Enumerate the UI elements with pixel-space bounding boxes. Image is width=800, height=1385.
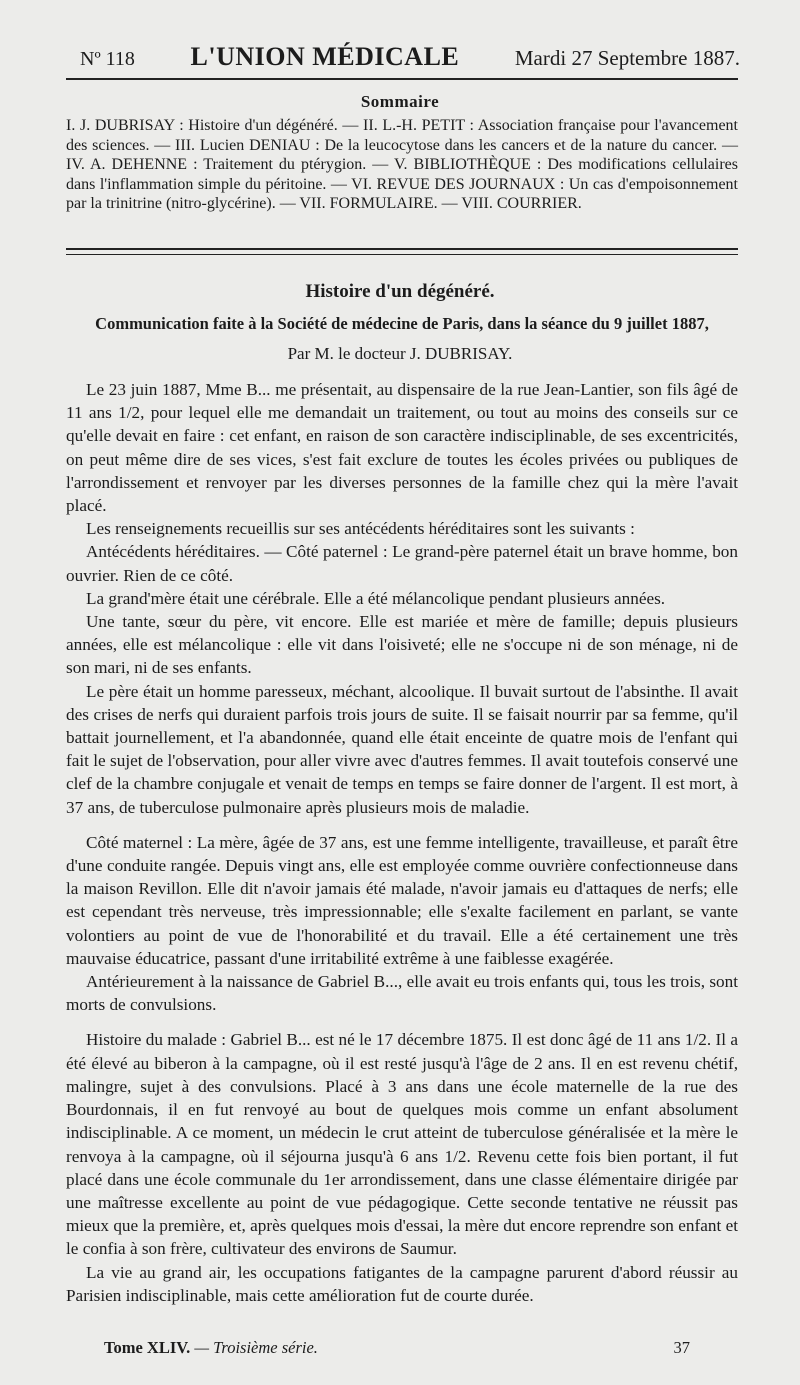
page-number: 37 <box>673 1338 690 1357</box>
paragraph: La vie au grand air, les occupations fatigantes de la campagne parurent d'abord réussir au Parisien indisciplinable, mais cette amélioration fut de courte durée. <box>66 1262 738 1305</box>
paragraph: Antécédents héréditaires. — Côté paternel : Le grand-père paternel était un brave homme, bon ouvrier. Rien de ce côté. <box>66 542 738 585</box>
footer-volume <box>104 1338 318 1358</box>
article-body <box>66 378 738 1307</box>
issue-date: Mardi 27 Septembre 1887. <box>514 46 740 70</box>
paragraph: Antérieurement à la naissance de Gabriel B..., elle avait eu trois enfants qui, tous les trois, sont morts de convulsions. <box>66 972 738 1015</box>
article-title: Histoire d'un dégénéré. <box>305 281 495 302</box>
paragraph: Le 23 juin 1887, Mme B... me présentait, au dispensaire de la rue Jean-Lantier, son fils âgé de 11 ans 1/2, pour lequel elle me demandait un traitement, ou tout au moins des conseils sur ce qu'elle devait en faire : cet enfant, en raison de son caractère indisciplinable, de ses excentricités, on peut même dire de ses vices, s'est fait exclure de toutes les écoles privées ou publiques de l'arrondissement et renvoyer par les diverses personnes de la famille chez qui la mère l'avait placé. <box>66 380 738 516</box>
journal-title: L'UNION MÉDICALE <box>190 42 460 71</box>
footer-series: — Troisième série. <box>194 1338 318 1357</box>
paragraph: Les renseignements recueillis sur ses antécédents héréditaires sont les suivants : <box>86 519 635 539</box>
footer-tome: Tome XLIV. <box>104 1338 191 1357</box>
page-header <box>80 42 740 72</box>
paragraph: Le père était un homme paresseux, méchant, alcoolique. Il buvait surtout de l'absinthe. Il avait des crises de nerfs qui duraient parfois trois jours de suite. Il se faisait nourrir par sa femme, qu'il battait journellement, et l'a abandonnée, quand elle était enceinte de quatre mois de l'enfant qui fait le sujet de l'observation, pour aller vivre avec d'autres femmes. Il avait toutefois conservé une clef de la chambre conjugale et venait de temps en temps se faire donner de l'argent. Il est mort, à 37 ans, de tuberculose pulmonaire après plusieurs mois de maladie. <box>66 681 738 817</box>
issue-number: Nº 118 <box>80 48 135 70</box>
article-subtitle: Communication faite à la Société de médecine de Paris, dans la séance du 9 juillet 1887, <box>95 314 709 333</box>
paragraph: Côté maternel : La mère, âgée de 37 ans, est une femme intelligente, travailleuse, et paraît être d'une conduite rangée. Depuis vingt ans, elle est employée comme ouvrière confectionneuse dans la maison Revillon. Elle dit n'avoir jamais été malade, n'avoir jamais eu d'attaques de nerfs; elle est cependant très nerveuse, très impressionnable; elle s'exalte facilement en parlant, se vante volontiers au point de vue de l'honorabilité et du travail. Elle a été certainement une très mauvaise éducatrice, passant d'une irritabilité extrême à une faiblesse exagérée. <box>66 832 738 968</box>
paragraph: La grand'mère était une cérébrale. Elle a été mélancolique pendant plusieurs années. <box>86 588 666 608</box>
page-footer <box>104 1338 690 1358</box>
summary-text: I. J. DUBRISAY : Histoire d'un dégénéré. — II. L.-H. PETIT : Association française pour l'avancement des sciences. — III. Lucien DENIAU : De la leucocytose dans les cancers et de la nature du cancer. — IV. A. DEHENNE : Traitement du ptérygion. — V. BIBLIOTHÈQUE : Des modifications cellulaires dans l'inflammation simple du péritoine. — VI. REVUE DES JOURNAUX : Un cas d'empoisonnement par la trinitrine (nitro-glycérine). — VII. FORMULAIRE. — VIII. COURRIER. <box>66 117 738 212</box>
paragraph: Une tante, sœur du père, vit encore. Elle est mariée et mère de famille; depuis plusieurs années, elle est mélancolique : elle vit dans l'oisiveté; elle ne s'occupe ni de son ménage, ni de son mari, ni de ses enfants. <box>66 612 738 678</box>
summary-title: Sommaire <box>360 92 440 111</box>
summary-rule-thin <box>66 254 738 255</box>
article-author: Par M. le docteur J. DUBRISAY. <box>287 344 513 363</box>
header-rule <box>66 78 738 80</box>
paragraph: Histoire du malade : Gabriel B... est né le 17 décembre 1875. Il est donc âgé de 11 ans 1/2. Il a été élevé au biberon à la campagne, où il est resté jusqu'à l'âge de 2 ans. Il en est revenu chétif, malingre, sujet à des convulsions. Placé à 3 ans dans une école maternelle de la rue des Bourdonnais, il en fut renvoyé au bout de quelques mois comme un enfant absolument indisciplinable. A ce moment, un médecin le crut atteint de tuberculose généralisée et la mère le renvoya à la campagne, où il séjourna jusqu'à 6 ans 1/2. Revenu cette fois bien portant, il fut placé dans une école communale du 1er arrondissement, dans une classe élémentaire dirigée par une maîtresse excellente au point de vue pédagogique. Cette seconde tentative ne réussit pas mieux que la première, et, après quelques mois d'essai, la mère dut encore reprendre son enfant et le confia à son frère, cultivateur des environs de Saumur. <box>66 1030 738 1259</box>
summary-rule <box>66 248 738 250</box>
